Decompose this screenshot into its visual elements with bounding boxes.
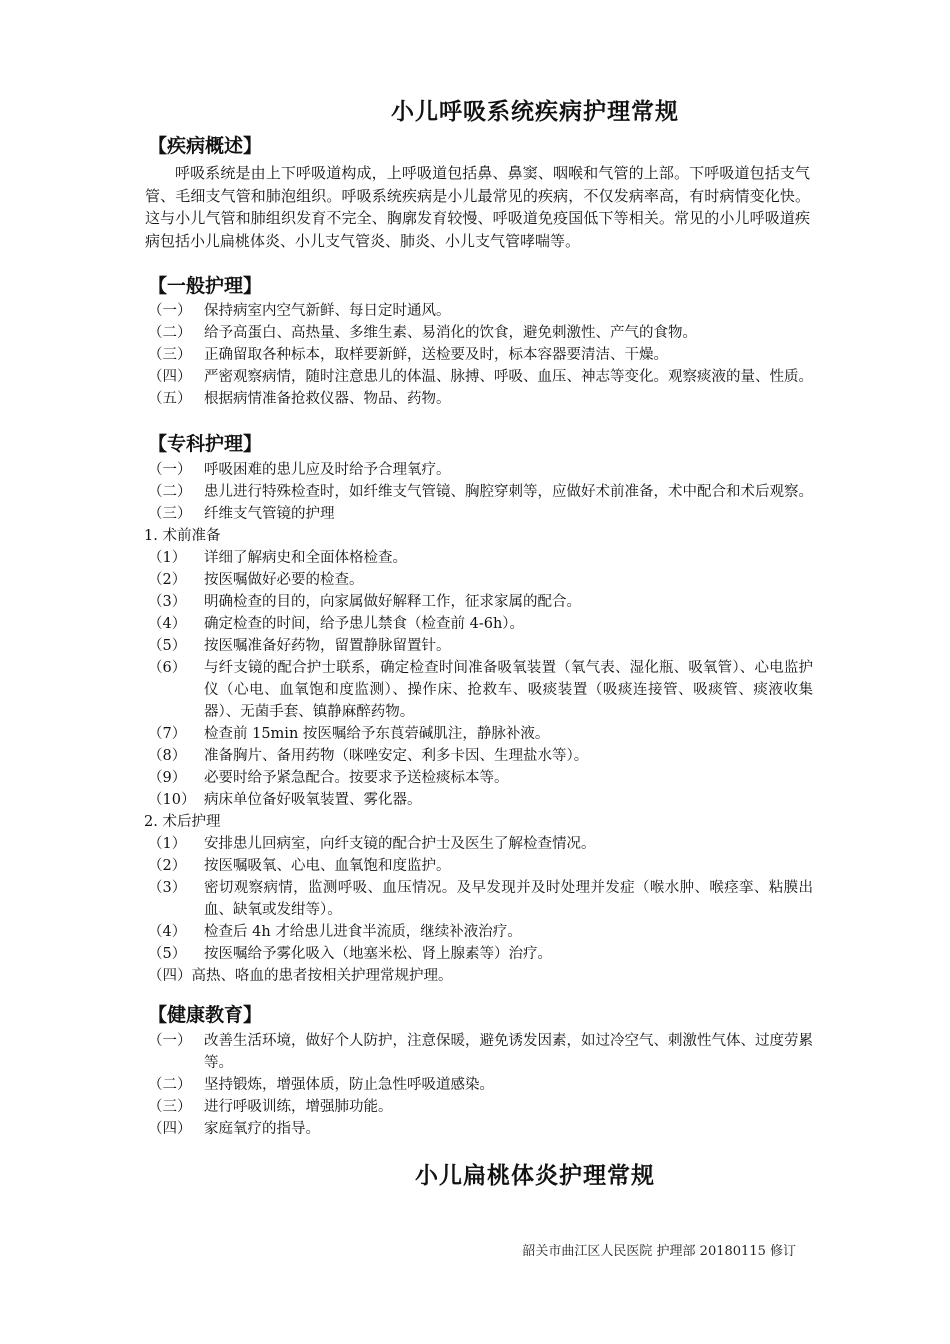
item-text: 必要时给予紧急配合。按要求予送检痰标本等。 (204, 770, 509, 786)
subsection-heading-pre: 1. 术前准备 (144, 528, 221, 544)
item-text: 密切观察病情，监测呼吸、血压情况。及早发现并及时处理并发症（喉水肿、喉痉挛、粘膜出血、缺氧或发绀等）。 (204, 880, 813, 918)
next-section-title: 小儿扁桃体炎护理常规 (415, 1163, 655, 1189)
item-number: （10） (148, 792, 196, 808)
list-item (148, 1096, 813, 1118)
item-number: （三） (148, 506, 192, 522)
item-number: （三） (148, 1099, 192, 1115)
item-number: （4） (148, 616, 187, 632)
page-footer: 韶关市曲江区人民医院 护理部 20180115 修订 (522, 1244, 796, 1259)
list-item (148, 613, 813, 635)
section-heading-special: 【专科护理】 (148, 433, 263, 455)
item-text: 明确检查的目的，向家属做好解释工作，征求家属的配合。 (204, 594, 581, 610)
item-text: 纤维支气管镜的护理 (204, 506, 335, 522)
list-item (148, 855, 813, 877)
overview-paragraph: 呼吸系统是由上下呼吸道构成，上呼吸道包括鼻、鼻窦、咽喉和气管的上部。下呼吸道包括支气管、毛细支气管和肺泡组织。呼吸系统疾病是小儿最常见的疾病，不仅发病率高，有时病情变化快。这与小儿气管和肺组织发育不完全、胸廓发育较慢、呼吸道免疫国低下等相关。常见的小儿呼吸道疾病包括小儿扁桃体炎、小儿支气管炎、肺炎、小儿支气管哮喘等。 (145, 164, 810, 250)
item-number: （5） (148, 946, 187, 962)
item-text: 详细了解病史和全面体格检查。 (204, 550, 407, 566)
list-item (148, 300, 813, 322)
item-number: （三） (148, 347, 192, 363)
item-number: （一） (148, 303, 192, 319)
item-number: （2） (148, 858, 187, 874)
item-text: 按医嘱做好必要的检查。 (204, 572, 364, 588)
list-item (148, 1118, 813, 1140)
item-text: 按医嘱准备好药物，留置静脉留置针。 (204, 638, 451, 654)
item-number: （一） (148, 462, 192, 478)
item-number: （二） (148, 1077, 192, 1093)
item-number: （1） (148, 836, 187, 852)
list-item (148, 1030, 813, 1074)
list-item (148, 723, 813, 745)
item-number: （二） (148, 484, 192, 500)
special-care-list (144, 459, 813, 987)
item-text: 确定检查的时间，给予患儿禁食（检查前 4-6h）。 (204, 616, 525, 632)
section-heading-overview: 【疾病概述】 (148, 135, 263, 157)
list-item (148, 459, 813, 481)
list-item (148, 569, 813, 591)
item-number: （2） (148, 572, 187, 588)
special-care-last-item: （四）高热、咯血的患者按相关护理常规护理。 (148, 968, 453, 984)
item-number: （四） (148, 1121, 192, 1137)
list-item (148, 591, 813, 613)
item-text: 保持病室内空气新鲜、每日定时通风。 (204, 303, 451, 319)
item-number: （8） (148, 748, 187, 764)
item-text: 正确留取各种标本，取样要新鲜，送检要及时，标本容器要清洁、干燥。 (204, 347, 668, 363)
item-text: 根据病情准备抢救仪器、物品、药物。 (204, 391, 451, 407)
list-item (148, 344, 813, 366)
item-number: （四） (148, 369, 192, 385)
list-item (148, 943, 813, 965)
list-item (148, 745, 813, 767)
general-care-list (148, 300, 813, 410)
item-text: 按医嘱吸氧、心电、血氧饱和度监护。 (204, 858, 451, 874)
list-item (148, 388, 813, 410)
item-number: （3） (148, 880, 187, 896)
item-text: 改善生活环境，做好个人防护，注意保暖，避免诱发因素，如过冷空气、刺激性气体、过度劳累等。 (204, 1033, 813, 1071)
list-item (148, 1074, 813, 1096)
item-text: 呼吸困难的患儿应及时给予合理氧疗。 (204, 462, 451, 478)
item-number: （4） (148, 924, 187, 940)
item-text: 患儿进行特殊检查时，如纤维支气管镜、胸腔穿刺等，应做好术前准备，术中配合和术后观察。 (204, 484, 813, 500)
item-number: （二） (148, 325, 192, 341)
item-number: （5） (148, 638, 187, 654)
list-item (148, 366, 813, 388)
item-text: 检查前 15min 按医嘱给予东莨菪碱肌注，静脉补液。 (204, 726, 550, 742)
item-text: 给予高蛋白、高热量、多维生素、易消化的饮食，避免刺激性、产气的食物。 (204, 325, 697, 341)
list-item (148, 921, 813, 943)
item-text: 安排患儿回病室，向纤支镜的配合护士及医生了解检查情况。 (204, 836, 596, 852)
list-item (148, 767, 813, 789)
section-heading-general: 【一般护理】 (148, 275, 263, 297)
list-item (148, 481, 813, 503)
item-number: （6） (148, 660, 187, 676)
item-text: 病床单位备好吸氧装置、雾化器。 (204, 792, 422, 808)
item-text: 与纤支镜的配合护士联系，确定检查时间准备吸氧装置（氧气表、湿化瓶、吸氧管）、心电监护仪（心电、血氧饱和度监测）、操作床、抢救车、吸痰装置（吸痰连接管、吸痰管、痰液收集器）、无菌手套、镇静麻醉药物。 (204, 660, 813, 720)
list-item (148, 635, 813, 657)
section-heading-education: 【健康教育】 (148, 1004, 263, 1026)
page-title: 小儿呼吸系统疾病护理常规 (391, 99, 679, 125)
list-item (148, 547, 813, 569)
list-item (148, 877, 813, 921)
item-text: 准备胸片、备用药物（咪唑安定、利多卡因、生理盐水等）。 (204, 748, 589, 764)
list-item (148, 322, 813, 344)
list-item (148, 833, 813, 855)
item-number: （1） (148, 550, 187, 566)
item-text: 按医嘱给予雾化吸入（地塞米松、肾上腺素等）治疗。 (204, 946, 552, 962)
item-number: （9） (148, 770, 187, 786)
item-text: 进行呼吸训练，增强肺功能。 (204, 1099, 393, 1115)
item-text: 检查后 4h 才给患儿进食半流质，继续补液治疗。 (204, 924, 522, 940)
list-item (148, 789, 813, 811)
item-number: （一） (148, 1033, 192, 1049)
item-number: （五） (148, 391, 192, 407)
item-text: 严密观察病情，随时注意患儿的体温、脉搏、呼吸、血压、神志等变化。观察痰液的量、性质。 (204, 369, 813, 385)
item-text: 家庭氧疗的指导。 (204, 1121, 320, 1137)
item-number: （3） (148, 594, 187, 610)
item-number: （7） (148, 726, 187, 742)
item-text: 坚持锻炼，增强体质，防止急性呼吸道感染。 (204, 1077, 494, 1093)
list-item (148, 503, 813, 525)
subsection-heading-post: 2. 术后护理 (144, 814, 221, 830)
list-item (148, 657, 813, 723)
health-education-list (148, 1030, 813, 1140)
